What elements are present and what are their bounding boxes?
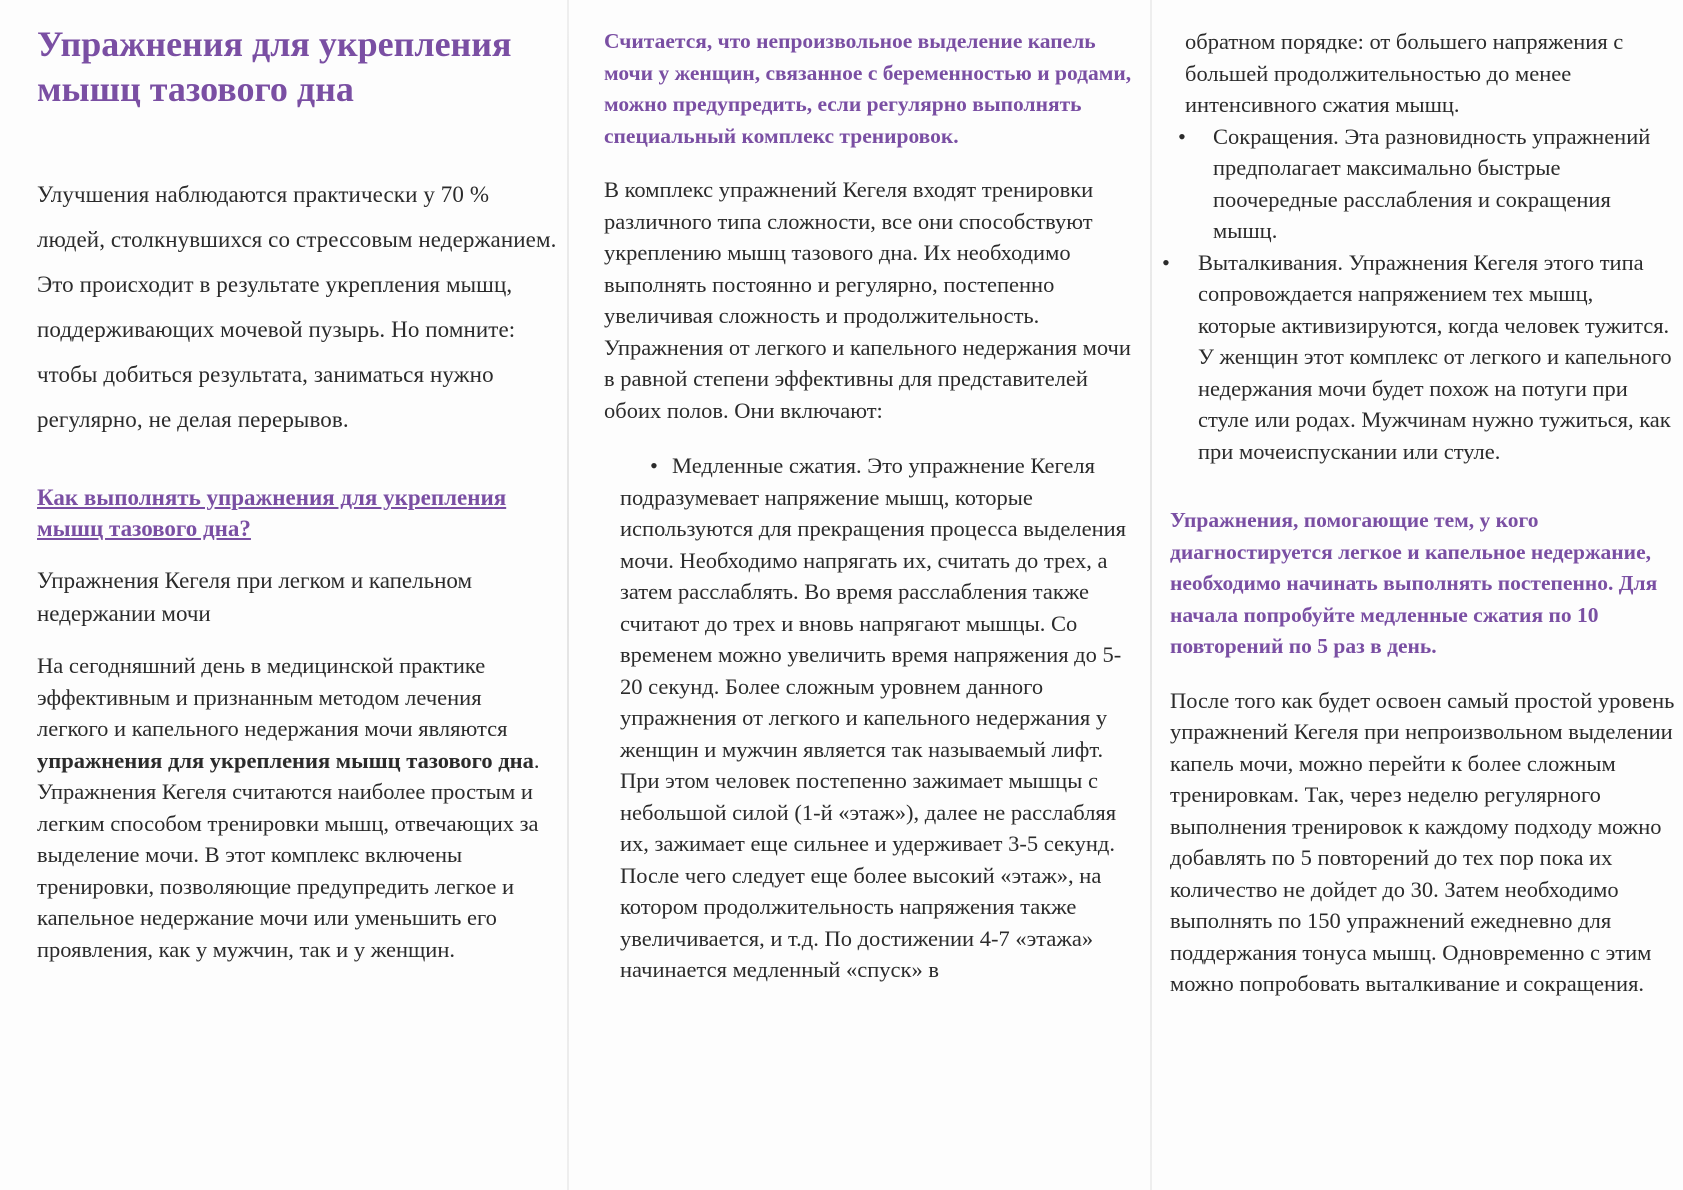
callout-text: Считается, что непроизвольное выделение капель мочи у женщин, связанное с беременностью и родами, можно предупредить, если регулярно выполнять специальный комплекс тренировок. <box>604 29 1132 148</box>
paragraph-text: На сегодняшний день в медицинской практике эффективным и признанным методом лечения легкого и капельного недержания мочи являются <box>37 653 508 741</box>
continuation-text: обратном порядке: от большего напряжения с большей продолжительностью до менее интенсивного сжатия мышц. <box>1185 29 1624 117</box>
how-to-link[interactable]: Как выполнять упражнения для укрепления мышц тазового дна? <box>37 485 507 541</box>
list-item-text: Медленные сжатия. Это упражнение Кегеля подразумевает напряжение мышц, которые используются для прекращения процесса выделения мочи. Необходимо напрягать их, считать до трех, а затем расслаблять. Во время расслабления также считают до трех и вновь напрягают мышцы. Со временем можно увеличить время напряжения до 5-20 секунд. Более сложным уровнем данного упражнения от легкого и капельного недержания у женщин и мужчин является так называемый лифт. При этом человек постепенно зажимает мышцы с небольшой силой (1-й «этаж»), далее не расслабляя их, зажимает еще сильнее и удерживает 3-5 секунд. После чего следует еще более высокий «этаж», на котором продолжительность напряжения также увеличивается, и т.д. По достижении 4-7 «этажа» начинается медленный «спуск» в <box>620 453 1127 982</box>
paragraph-text: . Упражнения Кегеля считаются наиболее простым и легким способом тренировки мышц, отвечающих за выделение мочи. В этот комплекс включены тренировки, позволяющие предупредить легкое и капельное недержание мочи или уменьшить его проявления, как у мужчин, так и у женщин. <box>37 747 540 962</box>
bullet-icon: • <box>1178 123 1186 149</box>
exercise-list <box>604 450 1136 986</box>
fold-line <box>567 0 569 1190</box>
lead-paragraph: Улучшения наблюдаются практически у 70 % людей, столкнувшихся со стрессовым недержанием. Это происходит в результате укрепления мышц, поддерживающих мочевой пузырь. Но помните: чтобы добиться результата, заниматься нужно регулярно, не делая перерывов. <box>37 182 557 432</box>
bullet-icon: • <box>650 453 658 478</box>
list-item-text: Сокращения. Эта разновидность упражнений предполагает максимально быстрые поочередные расслабления и сокращения мышц. <box>1213 123 1651 243</box>
paragraph-bold-text: упражнения для укрепления мышц тазового дна <box>37 747 534 773</box>
bullet-icon: • <box>1162 249 1170 275</box>
list-item-text: Выталкивания. Упражнения Кегеля этого типа сопровождается напряжением тех мышц, которые активизируются, когда человек тужится. У женщин этот комплекс от легкого и капельного недержания мочи будет похож на потуги при стуле или родах. Мужчинам нужно тужиться, как при мочеиспускании или стуле. <box>1198 249 1672 464</box>
kegel-heading: Упражнения Кегеля при легком и капельном недержании мочи <box>37 568 473 626</box>
progression-paragraph: После того как будет освоен самый простой уровень упражнений Кегеля при непроизвольном выделении капель мочи, можно перейти к более сложным тренировкам. Так, через неделю регулярного выполнения тренировок к каждому подходу можно добавлять по 5 повторений до тех пор пока их количество не дойдет до 30. Затем необходимо выполнять по 150 упражнений ежедневно для поддержания тонуса мышц. Одновременно с этим можно попробовать выталкивание и сокращения. <box>1170 687 1675 996</box>
kegel-paragraph <box>37 650 557 965</box>
fold-line <box>1150 0 1152 1190</box>
list-item-contractions <box>1170 121 1676 247</box>
page-title: Упражнения для укрепления мышц тазового дна <box>37 24 512 109</box>
list-item-push <box>1162 247 1676 468</box>
kegel-types-paragraph: В комплекс упражнений Кегеля входят тренировки различного типа сложности, все они способствуют укреплению мышц тазового дна. Их необходимо выполнять постоянно и регулярно, постепенно увеличивая сложность и продолжительность. Упражнения от легкого и капельного недержания мочи в равной степени эффективны для представителей обоих полов. Они включают: <box>604 177 1131 423</box>
callout-text: Упражнения, помогающие тем, у кого диагностируется легкое и капельное недержание, необходимо начинать выполнять постепенно. Для начала попробуйте медленные сжатия по 10 повторений по 5 раз в день. <box>1170 508 1658 658</box>
column-3 <box>1162 26 1676 1000</box>
list-item-slow <box>620 450 1136 986</box>
column-1 <box>37 22 557 965</box>
column-2 <box>604 26 1136 986</box>
